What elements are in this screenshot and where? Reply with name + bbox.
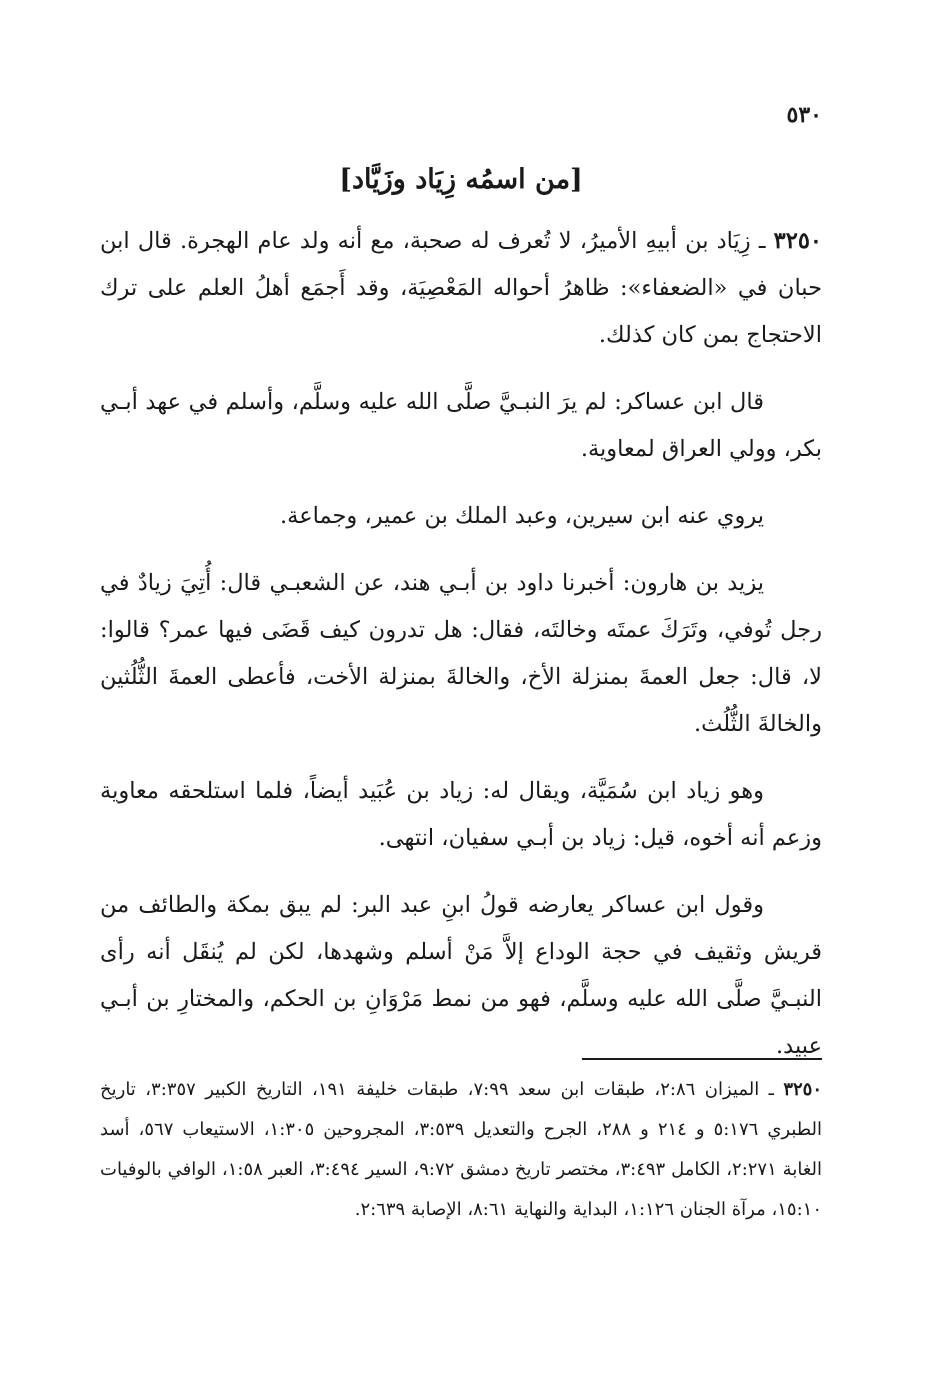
footnote-number: ٣٢٥٠ xyxy=(783,1079,823,1100)
entry-paragraph xyxy=(100,218,822,359)
entry-dash: ـ xyxy=(750,228,774,254)
entry-number: ٣٢٥٠ xyxy=(773,228,822,254)
paragraph-yazid-ibn-harun: يزيد بن هارون: أخبرنا داود بن أبـي هند، عن الشعبـي قال: أُتِيَ زيادٌ في رجل تُوفي، وتَرَكَ عمتَه وخالتَه، فقال: هل تدرون كيف قَضَى فيها عمر؟ قالوا: لا، قال: جعل العمةَ بمنزلة الأخ، والخالةَ بمنزلة الأخت، فأعطى العمةَ الثُّلُثين والخالةَ الثُّلُث. xyxy=(100,570,822,737)
paragraph-ibn-asakir: قال ابن عساكر: لم يرَ النبـيَّ صلَّى الله عليه وسلَّم، وأسلم في عهد أبـي بكر، وولي العراق لمعاوية. xyxy=(100,389,822,462)
book-page xyxy=(100,80,822,1310)
page-number: ٥٣٠ xyxy=(786,102,822,128)
entry-opening-text: زِيَاد بن أبيهِ الأميرُ، لا تُعرف له صحبة، مع أنه ولد عام الهجرة. قال ابن حبان في «الضعفاء»: ظاهرُ أحواله المَعْصِيَة، وقد أَجمَع أهلُ العلم على ترك الاحتجاج بمن كان كذلك. xyxy=(100,228,822,348)
body-text xyxy=(100,218,822,1090)
paragraph-narrators: يروي عنه ابن سيرين، وعبد الملك بن عمير، وجماعة. xyxy=(280,503,764,529)
footnote xyxy=(100,1070,822,1230)
footnote-dash: ـ xyxy=(759,1079,784,1100)
paragraph-ibn-abd-al-barr: وقول ابن عساكر يعارضه قولُ ابنِ عبد البر: لم يبق بمكة والطائف من قريش وثقيف في حجة الوداع إلاَّ مَنْ أسلم وشهدها، لكن لم يُنقَل أنه رأى النبـيَّ صلَّى الله عليه وسلَّم، فهو من نمط مَرْوَانِ بن الحكم، والمختارِ بن أبـي عبيد. xyxy=(100,892,822,1059)
section-heading: [من اسمُه زِيَاد وزَيَّاد] xyxy=(339,164,583,195)
footnote-text: الميزان ٢:٨٦، طبقات ابن سعد ٧:٩٩، طبقات خليفة ١٩١، التاريخ الكبير ٣:٣٥٧، تاريخ الطبري ٥:١٧٦ و ٢١٤ و ٢٨٨، الجرح والتعديل ٣:٥٣٩، المجروحين ١:٣٠٥، الاستيعاب ٥٦٧، أسد الغابة ٢:٢٧١، الكامل ٣:٤٩٣، مختصر تاريخ دمشق ٩:٧٢، السير ٣:٤٩٤، العبر ١:٥٨، الوافي بالوفيات ١٥:١٠، مرآة الجنان ١:١٢٦، البداية والنهاية ٨:٦١، الإصابة ٢:٦٣٩. xyxy=(100,1079,823,1220)
footnote-divider xyxy=(582,1058,822,1060)
paragraph-ziyad-ibn-sumayya: وهو زياد ابن سُمَيَّة، ويقال له: زياد بن عُبَيد أيضاً، فلما استلحقه معاوية وزعم أنه أخوه، قيل: زياد بن أبـي سفيان، انتهى. xyxy=(100,778,822,851)
